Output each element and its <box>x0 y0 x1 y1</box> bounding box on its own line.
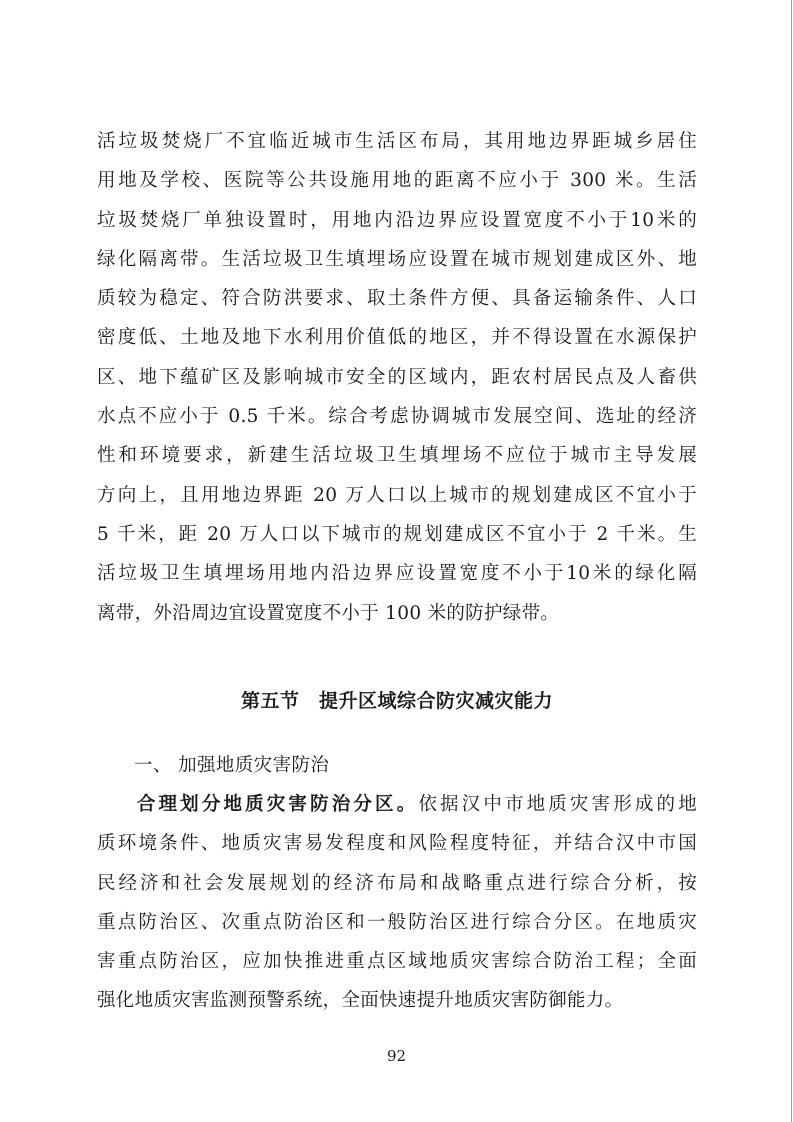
text-line: 绿化隔离带。生活垃圾卫生填埋场应设置在城市规划建成区外、地 <box>97 248 697 270</box>
text-line: 强化地质灾害监测预警系统，全面快速提升地质灾害防御能力。 <box>97 990 624 1012</box>
text-line: 5 千米，距 20 万人口以下城市的规划建成区不宜小于 2 千米。生 <box>97 523 697 545</box>
text-line: 用地及学校、医院等公共设施用地的距离不应小于 300 米。生活 <box>97 170 697 192</box>
lead-line-rest: 依据汉中市地质灾害形成的地 <box>418 794 698 815</box>
paragraph-geological-hazards <box>97 785 697 1021</box>
text-line: 方向上，且用地边界距 20 万人口以上城市的规划建成区不宜小于 <box>97 484 697 506</box>
lead-phrase: 合理划分地质灾害防治分区。 <box>134 794 419 815</box>
section-title: 第五节 提升区域综合防灾减灾能力 <box>240 690 553 712</box>
text-line: 水点不应小于 0.5 千米。综合考虑协调城市发展空间、选址的经济 <box>97 406 697 428</box>
text-line: 性和环境要求，新建生活垃圾卫生填埋场不应位于城市主导发展 <box>97 445 697 467</box>
text-line: 离带，外沿周边宜设置宽度不小于 100 米的防护绿带。 <box>97 602 560 624</box>
paragraph-waste-facilities <box>97 122 697 633</box>
text-line: 害重点防治区，应加快推进重点区域地质灾害综合防治工程；全面 <box>97 951 697 973</box>
subsection-title: 一、 加强地质灾害防治 <box>134 755 330 776</box>
text-line: 民经济和社会发展规划的经济布局和战略重点进行综合分析，按 <box>97 872 697 894</box>
page-edge <box>791 0 792 1122</box>
text-line: 垃圾焚烧厂单独设置时，用地内沿边界应设置宽度不小于10米的 <box>97 209 697 231</box>
text-line-lead <box>97 785 697 824</box>
text-line: 质环境条件、地质灾害易发程度和风险程度特征，并结合汉中市国 <box>97 833 697 855</box>
text-line: 活垃圾卫生填埋场用地内沿边界应设置宽度不小于10米的绿化隔 <box>97 563 697 585</box>
text-line: 质较为稳定、符合防洪要求、取土条件方便、具备运输条件、人口 <box>97 288 697 310</box>
text-line: 区、地下蕴矿区及影响城市安全的区域内，距农村居民点及人畜供 <box>97 366 697 388</box>
text-line: 重点防治区、次重点防治区和一般防治区进行综合分区。在地质灾 <box>97 911 697 933</box>
text-line: 密度低、土地及地下水利用价值低的地区，并不得设置在水源保护 <box>97 327 697 349</box>
text-line: 活垃圾焚烧厂不宜临近城市生活区布局，其用地边界距城乡居住 <box>97 131 697 152</box>
page-number: 92 <box>386 1047 407 1065</box>
